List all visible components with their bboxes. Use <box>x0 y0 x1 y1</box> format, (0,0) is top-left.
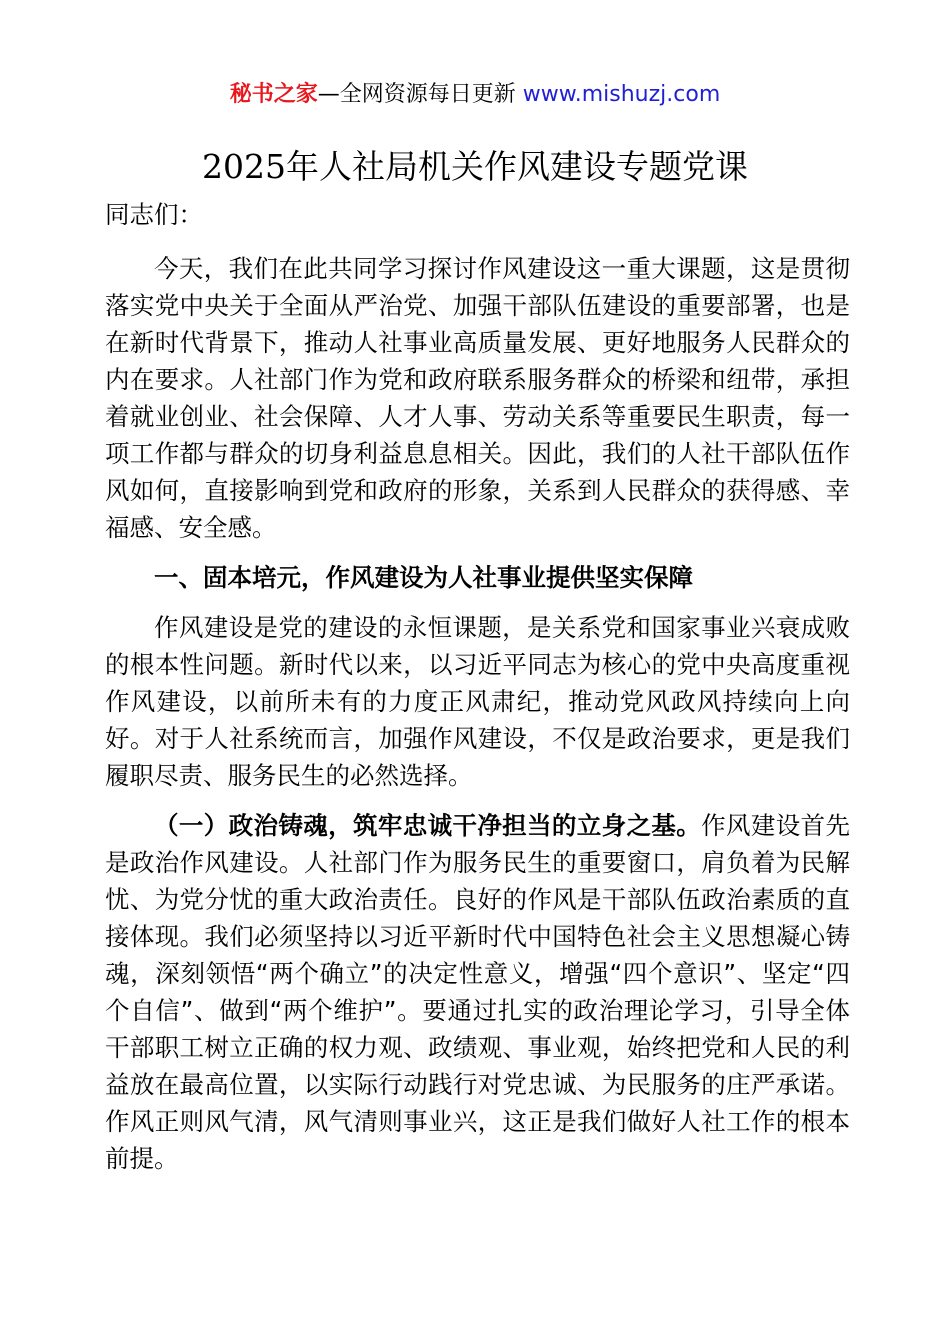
subsection-1-body: 作风建设首先是政治作风建设。人社部门作为服务民生的重要窗口，肩负着为民解忧、为党分忧的重大政治责任。良好的作风是干部队伍政治素质的直接体现。我们必须坚持以习近平新时代中国特色社会主义思想凝心铸魂，深刻领悟“两个确立”的决定性意义，增强“四个意识”、坚定“四个自信”、做到“两个维护”。要通过扎实的政治理论学习，引导全体干部职工树立正确的权力观、政绩观、事业观，始终把党和人民的利益放在最高位置，以实际行动践行对党忠诚、为民服务的庄严承诺。作风正则风气清，风气清则事业兴，这正是我们做好人社工作的根本前提。 <box>105 811 851 1173</box>
section-heading-1: 一、固本培元，作风建设为人社事业提供坚实保障 <box>154 563 693 592</box>
subsection-1-paragraph <box>105 807 850 1177</box>
document-title: 2025年人社局机关作风建设专题党课 <box>202 147 748 186</box>
subsection-1-lead: （一）政治铸魂，筑牢忠诚干净担当的立身之基。 <box>154 811 702 840</box>
site-url-link[interactable]: www.mishuzj.com <box>522 82 721 107</box>
site-header <box>0 80 950 110</box>
salutation: 同志们： <box>105 200 203 229</box>
intro-paragraph: 今天，我们在此共同学习探讨作风建设这一重大课题，这是贯彻落实党中央关于全面从严治党、加强干部队伍建设的重要部署，也是在新时代背景下，推动人社事业高质量发展、更好地服务人民群众的内在要求。人社部门作为党和政府联系服务群众的桥梁和纽带，承担着就业创业、社会保障、人才人事、劳动关系等重要民生职责，每一项工作都与群众的切身利益息息相关。因此，我们的人社干部队伍作风如何，直接影响到党和政府的形象，关系到人民群众的获得感、幸福感、安全感。 <box>105 254 850 542</box>
header-slogan: —全网资源每日更新 <box>317 82 523 107</box>
document-body <box>105 196 850 1177</box>
brand-name: 秘书之家 <box>229 82 318 107</box>
section-1-paragraph: 作风建设是党的建设的永恒课题，是关系党和国家事业兴衰成败的根本性问题。新时代以来，以习近平同志为核心的党中央高度重视作风建设，以前所未有的力度正风肃纪，推动党风政风持续向上向好。对于人社系统而言，加强作风建设，不仅是政治要求，更是我们履职尽责、服务民生的必然选择。 <box>105 613 850 790</box>
